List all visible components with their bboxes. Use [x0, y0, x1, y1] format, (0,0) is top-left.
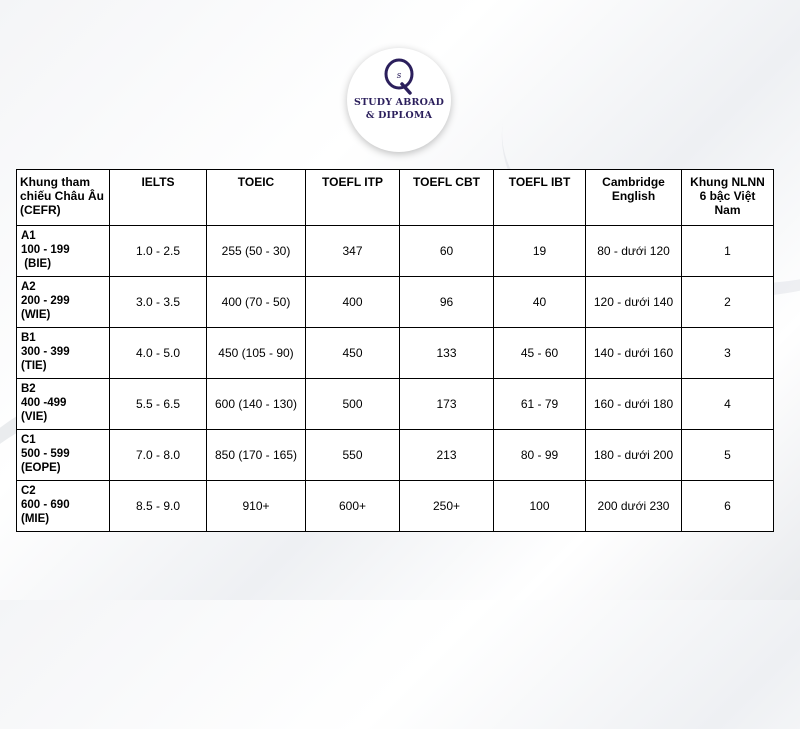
cell-ielts: 8.5 - 9.0 [110, 481, 207, 532]
cefr-level-line: B2 [21, 383, 36, 395]
header-line: Khung tham [20, 175, 90, 189]
cefr-level-cell [17, 328, 110, 379]
cell-cbt: 213 [400, 430, 494, 481]
cell-ibt: 19 [494, 226, 586, 277]
cefr-level-line: C1 [21, 434, 36, 446]
cell-ibt: 40 [494, 277, 586, 328]
cefr-level-line: (MIE) [21, 513, 50, 525]
cefr-level-line: 500 - 599 [21, 448, 70, 460]
header-line: TOEIC [237, 175, 275, 189]
cefr-level-line: (BIE) [21, 258, 52, 270]
column-header-ielts [110, 170, 207, 226]
header-line: English [611, 189, 656, 203]
logo-line-1: STUDY ABROAD [353, 97, 445, 108]
cefr-level-cell [17, 226, 110, 277]
cell-toeic: 400 (70 - 50) [207, 277, 306, 328]
column-header-cefr [17, 170, 110, 226]
cell-cbt: 96 [400, 277, 494, 328]
cefr-level-cell [17, 277, 110, 328]
cell-ielts: 3.0 - 3.5 [110, 277, 207, 328]
column-header-toefl-cbt [400, 170, 494, 226]
header-line: chiếu Châu Âu [20, 189, 105, 203]
cell-toeic: 910+ [207, 481, 306, 532]
cell-itp: 450 [306, 328, 400, 379]
cefr-level-line: A1 [21, 230, 36, 242]
header-line: IELTS [141, 175, 175, 189]
cefr-level-line: 600 - 690 [21, 499, 70, 511]
cell-cambridge: 80 - dưới 120 [586, 226, 682, 277]
header-line: 6 bậc Việt [699, 189, 756, 203]
table-row [17, 481, 774, 532]
cefr-level-line: A2 [21, 281, 36, 293]
column-header-toefl-ibt [494, 170, 586, 226]
cell-cbt: 133 [400, 328, 494, 379]
header-line: (CEFR) [20, 203, 61, 217]
qs-monogram-icon [383, 57, 415, 95]
cefr-comparison-table [16, 169, 774, 532]
header-line: Cambridge [602, 175, 665, 189]
cefr-level-line: C2 [21, 485, 36, 497]
cefr-level-line: 400 -499 [21, 397, 67, 409]
table-header-row [17, 170, 774, 226]
cell-itp: 600+ [306, 481, 400, 532]
cell-vn: 5 [682, 430, 774, 481]
column-header-toeic [207, 170, 306, 226]
cell-cbt: 60 [400, 226, 494, 277]
cefr-level-line: (TIE) [21, 360, 47, 372]
cell-vn: 6 [682, 481, 774, 532]
cell-toeic: 850 (170 - 165) [207, 430, 306, 481]
cefr-level-line: 100 - 199 [21, 244, 70, 256]
cell-ibt: 80 - 99 [494, 430, 586, 481]
table-body [17, 226, 774, 532]
cell-vn: 2 [682, 277, 774, 328]
column-header-toefl-itp [306, 170, 400, 226]
cell-cambridge: 140 - dưới 160 [586, 328, 682, 379]
cell-vn: 3 [682, 328, 774, 379]
cefr-level-line: B1 [21, 332, 36, 344]
header-line: TOEFL CBT [413, 175, 480, 189]
table-row [17, 226, 774, 277]
cell-ielts: 5.5 - 6.5 [110, 379, 207, 430]
cell-itp: 500 [306, 379, 400, 430]
cefr-level-line: 200 - 299 [21, 295, 70, 307]
cell-cambridge: 120 - dưới 140 [586, 277, 682, 328]
cell-cambridge: 200 dưới 230 [586, 481, 682, 532]
cell-vn: 4 [682, 379, 774, 430]
cell-toeic: 600 (140 - 130) [207, 379, 306, 430]
table-row [17, 277, 774, 328]
cefr-level-line: 300 - 399 [21, 346, 70, 358]
brand-logo [347, 48, 451, 152]
svg-text:s: s [396, 71, 402, 81]
cell-ielts: 4.0 - 5.0 [110, 328, 207, 379]
table-row [17, 430, 774, 481]
cefr-level-cell [17, 430, 110, 481]
cell-itp: 400 [306, 277, 400, 328]
cell-cbt: 173 [400, 379, 494, 430]
cefr-level-cell [17, 481, 110, 532]
cell-ielts: 1.0 - 2.5 [110, 226, 207, 277]
column-header-vn-framework [682, 170, 774, 226]
cell-toeic: 450 (105 - 90) [207, 328, 306, 379]
cell-ibt: 61 - 79 [494, 379, 586, 430]
cell-ielts: 7.0 - 8.0 [110, 430, 207, 481]
cell-itp: 347 [306, 226, 400, 277]
cefr-level-cell [17, 379, 110, 430]
cell-vn: 1 [682, 226, 774, 277]
cell-ibt: 100 [494, 481, 586, 532]
cell-toeic: 255 (50 - 30) [207, 226, 306, 277]
cefr-level-line: (VIE) [21, 411, 48, 423]
cefr-level-line: (EOPE) [21, 462, 61, 474]
cell-cambridge: 160 - dưới 180 [586, 379, 682, 430]
cell-cbt: 250+ [400, 481, 494, 532]
column-header-cambridge [586, 170, 682, 226]
cell-cambridge: 180 - dưới 200 [586, 430, 682, 481]
header-line: TOEFL IBT [508, 175, 571, 189]
logo-line-2: & DIPLOMA [365, 110, 433, 121]
table-row [17, 379, 774, 430]
header-line: Nam [714, 203, 741, 217]
header-line: Khung NLNN [690, 175, 765, 189]
cell-ibt: 45 - 60 [494, 328, 586, 379]
cell-itp: 550 [306, 430, 400, 481]
cefr-level-line: (WIE) [21, 309, 51, 321]
table-row [17, 328, 774, 379]
header-line: TOEFL ITP [322, 175, 383, 189]
